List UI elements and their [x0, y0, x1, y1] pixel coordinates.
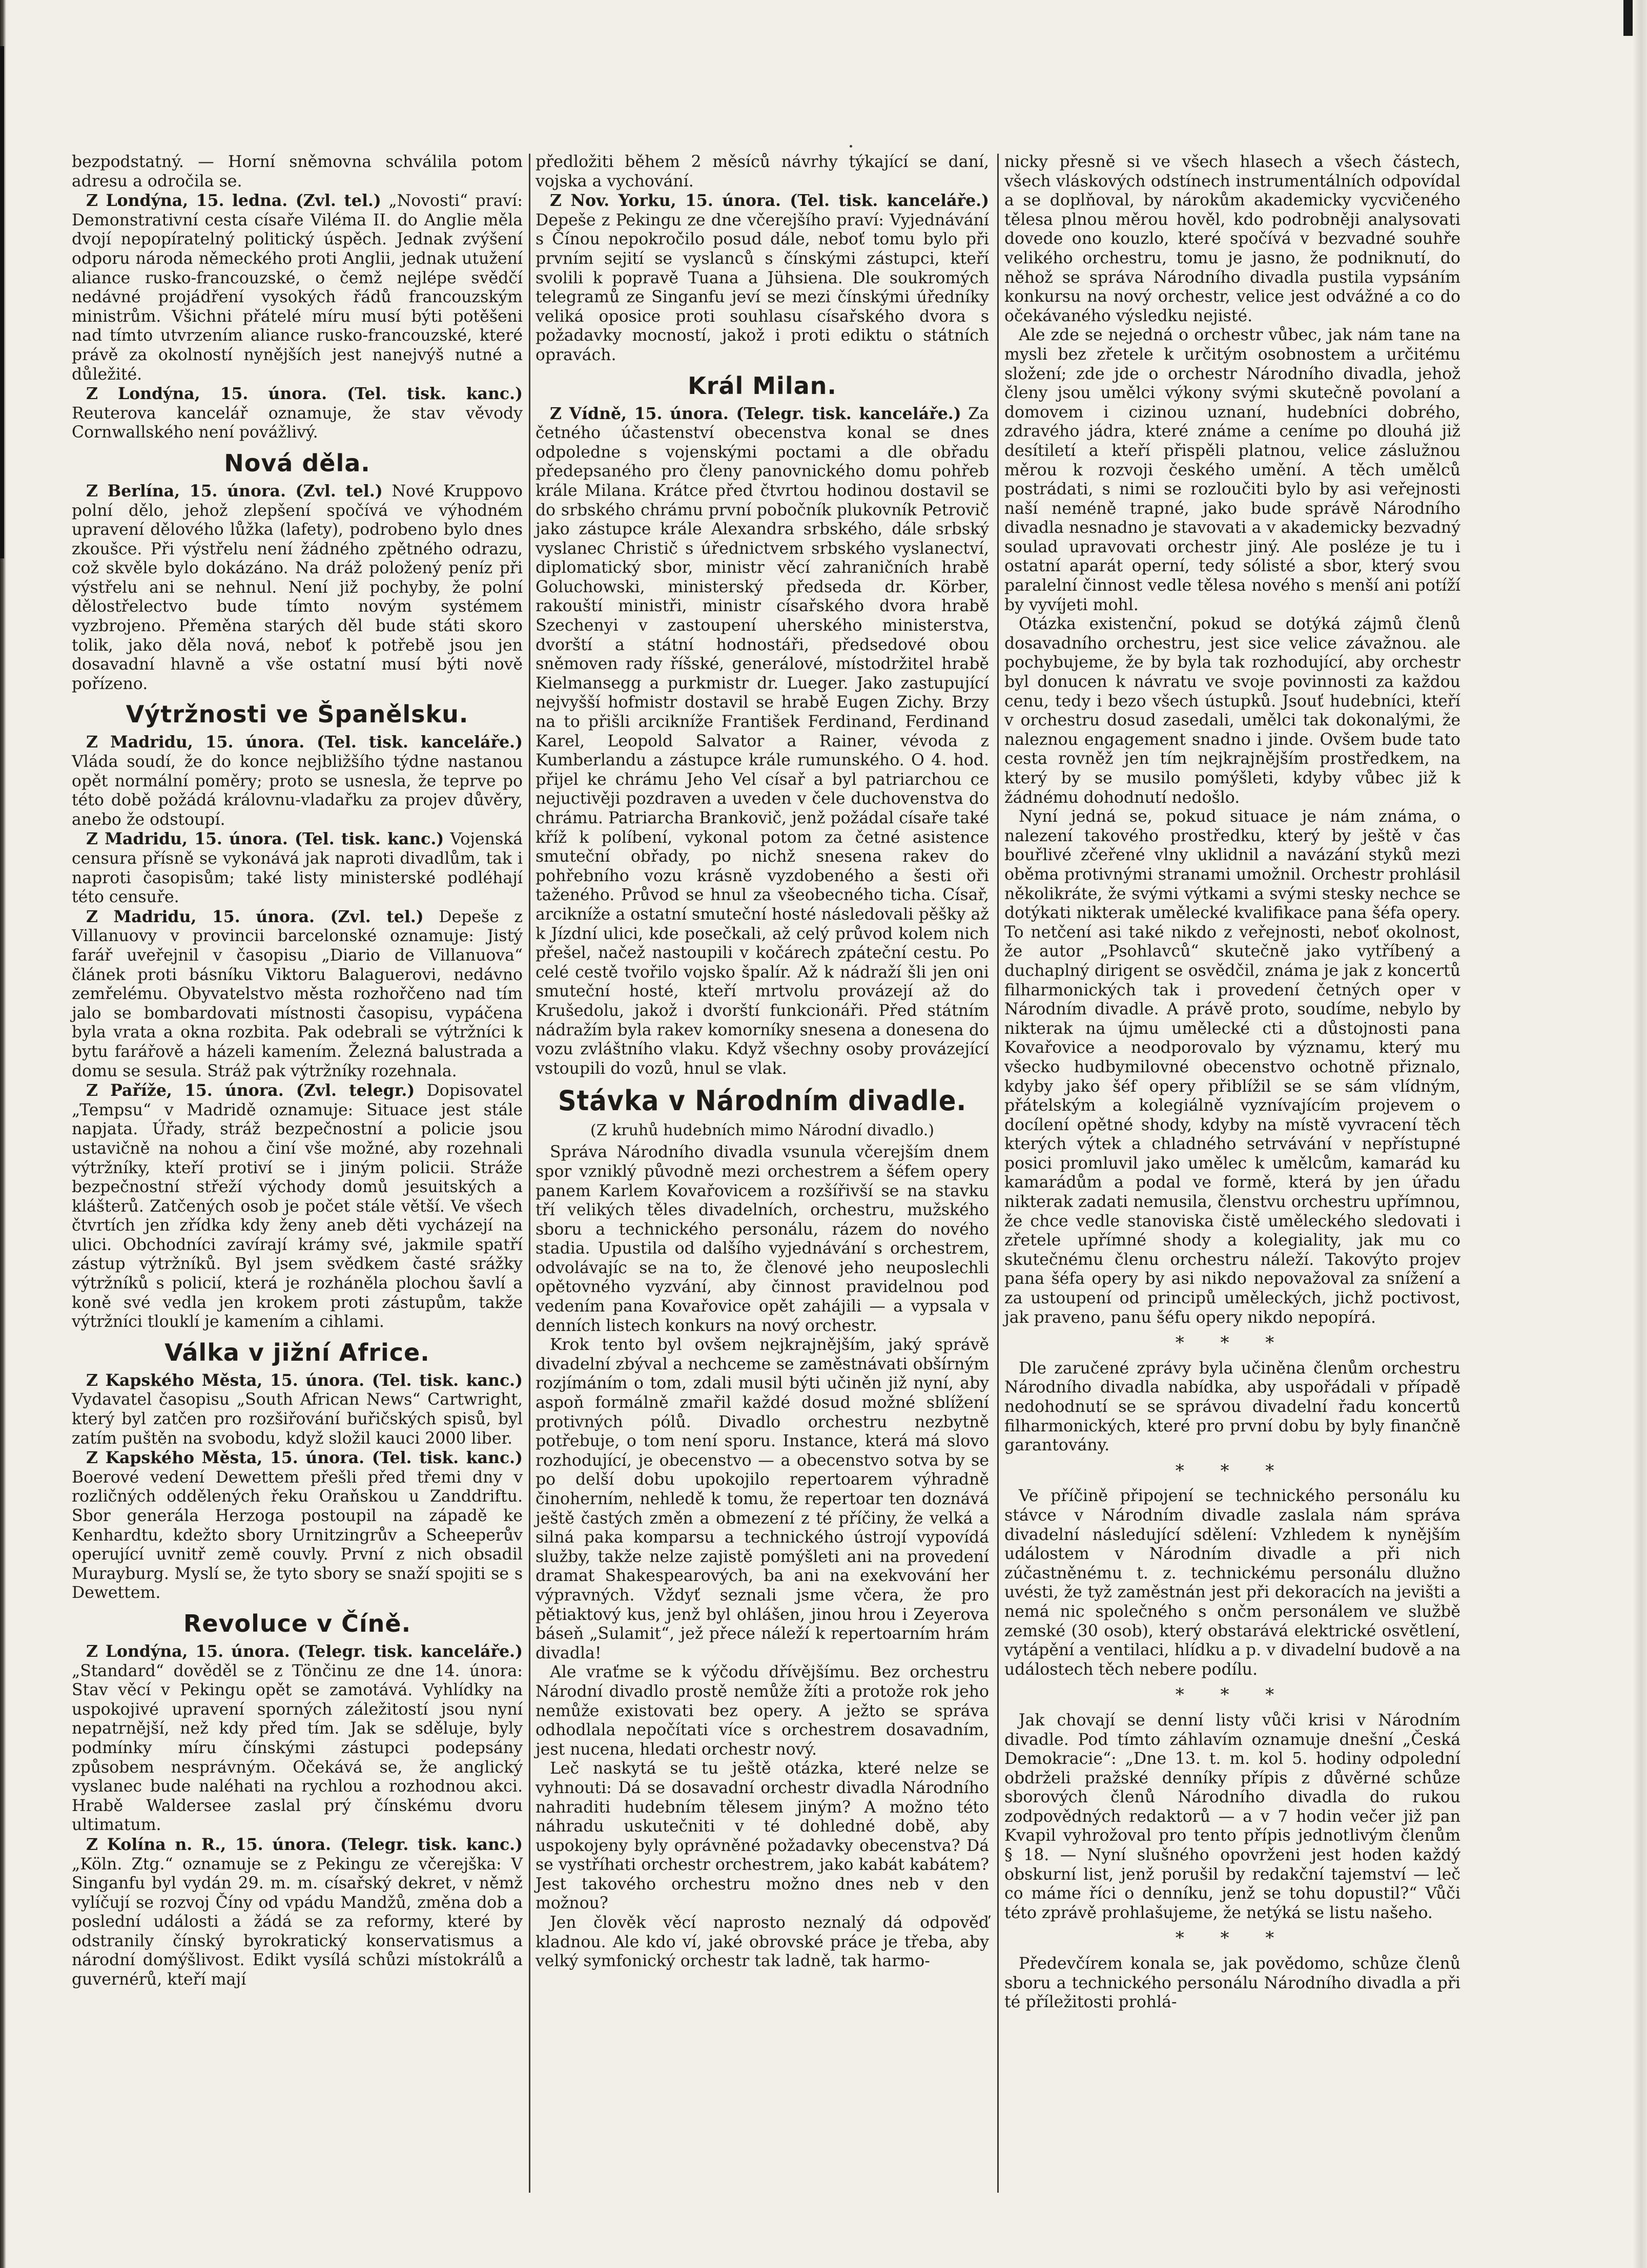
article-paragraph	[72, 1371, 523, 1448]
article-paragraph	[72, 191, 523, 384]
article-paragraph	[72, 1448, 523, 1603]
article-text: Předevčírem konala se, jak povědomo, schůze členů sboru a technického personálu Národního divadla a při té příležitosti prohlá-	[1004, 1954, 1460, 2012]
column-rule-1	[529, 154, 530, 2193]
section-heading: Válka v jižní Africe.	[164, 1338, 430, 1366]
article-text: Depeše z Villanuovy v provincii barcelonské oznamuje: Jistý farář uveřejnil v časopisu „Diario de Villanuova“ článek proti básníku Viktoru Balaguerovi, nedávno zemřelému. Obyvatelstvo města rozhořčeno nad tím jalo se bombardovati místnosti časopisu, vypáčena byla vrata a okna rozbita. Pak odebrali se výtržníci k bytu farářově a házeli kamením. Železná balustrada a domu se sesula. Stráž pak výtržníky rozehnala.	[72, 907, 523, 1080]
article-paragraph	[72, 1081, 523, 1332]
article-paragraph	[72, 907, 523, 1081]
dateline: Z Berlína, 15. února. (Zvl. tel.)	[86, 481, 383, 501]
article-text: Nyní jedná se, pokud situace je nám známa, o nalezení takového prostředku, který by ještě v čas bouřlivé zčeřené vlny uklidnil a navázání styků mezi oběma protivnými stranami umožnil. Orchestr prohlásil několikráte, že svými výtkami a svými stesky nechce se dotýkati nikterak umělecké kvalifikace pana šéfa opery. To netčení asi také nikdo z veřejnosti, neboť okolnost, že autor „Psohlavců“ skutečně jako vytříbený a duchaplný dirigent se osvědčil, známa je jak z koncertů filharmonických tak i provedení četných oper v Národním divadle. A právě proto, soudíme, nebylo by nikterak na újmu umělecké cti a důstojnosti pana Kovařovice a neodporovalo by významu, který mu všecko hudbymilovné obecenstvo ochotně přiznalo, kdyby jako šéf opery přiblížil se se sám vlídným, přátelským a kolegiálně vyznívajícím projevem o docílení opětné shody, kdyby na místě vyvracení těch kterých výtek a chladného setrvávání v nepřístupné posici promluvil jako umělec k umělcům, kamarád ku kamarádům a podal ve formě, která by jen úřadu nikterak zadati nemusila, členstvu orchestru upřímnou, že chce vedle stanoviska čistě uměleckého sledovati i zřetele upřímné shody a kolegiality, jak mu co skutečnému členu orchestru náleží. Takovýto projev pana šéfa opery by asi nikdo nepovažoval za snížení a za ustoupení od principů uměleckých, jichž poctivost, jak praveno, panu šéfu opery nikdo nepopírá.	[1004, 807, 1460, 1327]
article-text: „Köln. Ztg.“ oznamuje se z Pekingu ze včerejška: V Singanfu byl vydán 29. m. m. císařský dekret, v němž vylíčují se rozvoj Číny od vpádu Mandžů, změna dob a poslední události a žádá se za reformy, které by odstranily čínský byrokratický konservatismus a národní domýšlivost. Edikt vysílá schůzi místokrálů a guvernérů, kteří mají	[72, 1855, 523, 1989]
page-scan-edge-right	[1633, 0, 1647, 2268]
article-paragraph	[72, 1642, 523, 1835]
dateline: Z Madridu, 15. února. (Tel. tisk. kanc.)	[86, 829, 444, 849]
article-text: Boerové vedení Dewettem přešli před třemi dny v rozličných oddělených řeku Oraňskou u Zanddriftu. Sbor generála Herzoga postoupil na západě ke Kenhardtu, kdežto sbory Urnitzingrův a Scheeperův operující uvnitř země couvly. První z nich obsadil Murayburg. Myslí se, že tyto sbory se snaží spojiti se s Dewettem.	[72, 1468, 523, 1603]
page-corner-mark	[1623, 0, 1633, 36]
article-paragraph	[72, 829, 523, 907]
dateline: Z Kapského Města, 15. února. (Tel. tisk. kanc.)	[86, 1448, 523, 1468]
section-separator: * * *	[1175, 1460, 1290, 1481]
dateline: Z Londýna, 15. února. (Tel. tisk. kanc.)	[86, 384, 523, 404]
article-text: nicky přesně si ve všech hlasech a všech částech, všech vláskových odstínech instrumentálních odpovídal a se doplňoval, by nárokům akademicky vycvičeného tělesa plnou měrou hověl, kdo podrobněji analysovati dovede ono kouzlo, které spočívá v bezvadné souhře velikého orchestru, tomu je jasno, že podniknutí, do něhož se správa Národního divadla pustila vypsáním konkursu na nový orchestr, velice jest odvážné a co do očekávaného výsledku nejisté.	[1004, 153, 1460, 325]
article-text: Reuterova kancelář oznamuje, že stav věvody Cornwallského není povážlivý.	[72, 404, 523, 442]
article-text: Jak chovají se denní listy vůči krisi v Národním divadle. Pod tímto záhlavím oznamuje dnešní „Česká Demokracie“: „Dne 13. t. m. kol 5. hodiny odpolední obdrželi pražské denníky přípis z důvěrné schůze sborových členů Národního divadla do rukou zodpovědných redaktorů — a v 7 hodin večer již pan Kvapil vyhrožoval pro tento přípis jednotlivým členům § 18. — Nyní slušného opovrženi jest hoden každý obskurní list, jenž porušil by redakční tajemství — leč co máme říci o denníku, jenž se tohu dopustil?“ Vůči této zprávě prohlašujeme, že netýká se listu našeho.	[1004, 1711, 1460, 1922]
article-paragraph	[72, 733, 523, 829]
article-text: Nové Kruppovo polní dělo, jehož zlepšení spočívá ve výhodném upravení dělového lůžka (lafety), podrobeno bylo dnes zkoušce. Při výstřelu není žádného zpětného odrazu, což skvěle bylo dokázáno. Na dráž položený peníz při výstřelu ani se nehnul. Není již pochyby, že polní dělostřelectvo bude tímto novým systémem vyzbrojeno. Přeměna starých děl bude státi skoro tolik, jako děla nová, neboť k potřebě jsou jen dosavadní hlavně a vše ostatní musí býti nově pořízeno.	[72, 482, 523, 693]
article-text: Otázka existenční, pokud se dotýká zájmů členů dosavadního orchestru, jest sice velice závažnou. ale pochybujeme, že by byla tak rozhodující, aby orchestr byl donucen k návratu ve svoje povinnosti za každou cenu, tedy i bezo všech ústupků. Jsouť hudebníci, kteří v orchestru dosud zasedali, umělci tak dokonalými, že naleznou engagement snadno i jinde. Ovšem bude tato cesta rovněž jen tím nejkrajnějším prostředkem, na který by se musilo pomýšleti, kdyby vůbec již k žádnému dohodnutí nedošlo.	[1004, 615, 1460, 807]
article-text: Vojenská censura přísně se vykonává jak naproti divadlům, tak i naproti časopisům; také listy ministerské podléhají této censuře.	[72, 830, 523, 907]
article-text: bezpodstatný. — Horní sněmovna schválila potom adresu a odročila se.	[72, 153, 523, 191]
article-text: „Standard“ dověděl se z Tönčinu ze dne 14. února: Stav věcí v Pekingu opět se zamotává. Vyhlídky na uspokojivé upravení sporných záležitostí jsou nyní nepatrnější, než kdy před tím. Jak se sděluje, byly podmínky míru čínskými zástupci podepsány způsobem nesprávným. Očekává se, že anglický vyslanec bude naléhati na rychlou a rozhodnou akci. Hrabě Waldersee zaslal prý čínskému dvoru ultimatum.	[72, 1661, 523, 1835]
article-text: Dopisovatel „Tempsu“ v Madridě oznamuje: Situace jest stále napjata. Úřady, stráž bezpečnostní a policie jsou ustavičně na nohou a činí vše možné, aby rozehnali výtržníky, kteří protiví se i jiným policii. Stráže bezpečnostní střeží východy domů jesuitských a klášterů. Zatčených osob je počet stále větší. Ve všech čtvrtích jen zřídka kdy ženy aneb děti vycházejí na ulici. Obchodníci zavírají krámy své, jakmile spatří zástup výtržníků. Byl jsem svědkem časté srážky výtržníků s policií, která je rozháněla plochou šavlí a koně své vedla jen krokem proti zástupům, takže výtržníci tlouklí je kamením a cihlami.	[72, 1081, 523, 1331]
column-rule-2	[997, 154, 999, 2193]
section-heading: Nová děla.	[224, 449, 370, 477]
article-text: Jen člověk věcí naprosto neznalý dá odpověď kladnou. Ale kdo ví, jaké obrovské práce je třeba, aby velký symfonický orchestr tak ladně, tak harmo-	[536, 1913, 989, 1971]
article-text: Leč naskytá se tu ještě otázka, které nelze se vyhnouti: Dá se dosavadní orchestr divadla Národního nahraditi hudebním tělesem jiným? A možno této náhradu uskutečniti v té dohledné době, aby uspokojeny byly oprávněné požadavky obecenstva? Dá se vystříhati orchestr orchestrem, jako kabát kabátem? Jest takového orchestru možno dnes neb v den možnou?	[536, 1759, 989, 1913]
section-subheading: (Z kruhů hudebních mimo Národní divadlo.)	[590, 1121, 934, 1140]
newspaper-column-2	[536, 153, 989, 1971]
section-separator: * * *	[1175, 1928, 1290, 1949]
newspaper-column-3	[1004, 153, 1460, 2012]
newspaper-column-1	[72, 153, 523, 1990]
article-text: Ve příčině připojení se technického personálu ku stávce v Národním divadle zaslala nám správa divadelní následující sdělení: Vzhledem k nynějším událostem v Národním divadle a při nich zúčastněnému t. z. technickému personálu dlužno uvésti, že tyž zaměstnán jest při dekoracích na jevišti a nemá nic společného s ončm personálem ve službě zemské (30 osob), který obstarává elektrické osvětlení, vytápění a ventilaci, hlídku a p. v divadelní budově a na událostech těch nebere podílu.	[1004, 1487, 1460, 1679]
article-text: Vydavatel časopisu „South African News“ Cartwright, který byl zatčen pro rozšiřování buřičských spisů, byl zatím puštěn na svobodu, když složil kauci 2000 liber.	[72, 1390, 523, 1448]
article-paragraph	[536, 191, 989, 365]
dateline: Z Londýna, 15. ledna. (Zvl. tel.)	[86, 191, 381, 211]
dateline: Z Madridu, 15. února. (Tel. tisk. kanceláře.)	[86, 733, 523, 752]
section-heading: Král Milan.	[688, 371, 837, 400]
article-text: Ale zde se nejedná o orchestr vůbec, jak nám tane na mysli bez zřetele k určitým osobnostem a určitému složení; zde jde o orchestr Národního divadla, jehož členy jsou umělci výkony svými skutečně povolaní a domovem i cizinou uznaní, hudebníci dobrého, zdravého jádra, které známe a ceníme po dlouhá již desítiletí a kteří přispěli platnou, velice záslužnou měrou k rozvoji českého umění. A těch umělců postrádati, s nimi se rozloučiti bylo by asi veřejnosti naší neméně trapné, jako bude správě Národního divadla nesnadno je stavovati a v akademicky bezvadný soulad upravovati orchestr jiný. Ale posléze je tu i ostatní aparát operní, tedy sólisté a sbor, který svou paralelní činnost vedle tělesa nového s menší ani potíží by vyvíjeti mohl.	[1004, 326, 1460, 614]
article-paragraph	[72, 1835, 523, 1990]
dateline: Z Londýna, 15. února. (Telegr. tisk. kanceláře.)	[86, 1641, 523, 1661]
article-paragraph	[72, 482, 523, 694]
section-heading: Stávka v Národním divadle.	[558, 1085, 967, 1117]
article-paragraph	[536, 404, 989, 1079]
dateline: Z Kolína n. R., 15. února. (Telegr. tisk. kanc.)	[86, 1835, 523, 1854]
article-text: Správa Národního divadla vsunula včerejším dnem spor vzniklý původně mezi orchestrem a šéfem opery panem Karlem Kovařovicem a rozšířivší se na stavku tří velikých těles divadelních, orchestru, mužského sboru a technického personálu, rázem do nového stadia. Upustila od dalšího vyjednávání s orchestrem, odvolávajíc se na to, že členové jeho neuposlechli opětovného vyzvání, aby činnost pravidelnou pod vedením pana Kovařovice opět zahájili — a vypsala v denních listech konkurs na nový orchestr.	[536, 1143, 989, 1335]
dateline: Z Vídně, 15. února. (Telegr. tisk. kanceláře.)	[550, 404, 961, 423]
section-separator: * * *	[1175, 1684, 1290, 1705]
dateline: Z Madridu, 15. února. (Zvl. tel.)	[86, 907, 424, 926]
article-text: Dle zaručené zprávy byla učiněna členům orchestru Národního divadla nabídka, aby uspořádali v případě nedohodnutí se se správou divadelní řadu koncertů filharmonických, které pro první dobu by byly finančně garantovány.	[1004, 1359, 1460, 1455]
dateline: Z Nov. Yorku, 15. února. (Tel. tisk. kanceláře.)	[550, 191, 989, 211]
page-scan-shadow	[0, 46, 4, 558]
dateline: Z Kapského Města, 15. února. (Tel. tisk. kanc.)	[86, 1370, 523, 1390]
article-text: „Novosti“ praví: Demonstrativní cesta císaře Viléma II. do Anglie měla dvojí nepopíratelný politický úspěch. Jednak zvýšení odporu národa německého proti Anglii, jednak utužení aliance rusko-francouzské, o čemž nejlépe svědčí nedávné projádření vysokých řádů francouzským ministrům. Všichni přátelé míru musí býti potěšeni nad tímto utvrzením aliance rusko-francouzské, které právě za okolností nynějších jest nanejvýš nutné a důležité.	[72, 192, 523, 384]
article-text: Vláda soudí, že do konce nejbližšího týdne nastanou opět normální poměry; proto se usnesla, že teprve po této době požádá královnu-vladařku za projev důvěry, anebo že odstoupí.	[72, 753, 523, 829]
article-text: Ale vraťme se k výčodu dřívějšímu. Bez orchestru Národní divadlo prostě nemůže žíti a protože rok jeho nemůže existovati bez opery. A ježto se správa odhodlala nepočítati více s orchestrem dosavadním, jest nucena, hledati orchestr nový.	[536, 1663, 989, 1759]
article-text: Za četného účastenství obecenstva konal se dnes odpoledne s vojenskými poctami a dle obřadu předepsaného pro členy panovnického domu pohřeb krále Milana. Krátce před čtvrtou hodinou dostavil se do srbského chrámu první pobočník plukovník Petrovič jako zástupce krále Alexandra srbského, dále srbský vyslanec Christič s úřednictvem srbského vyslanectví, diplomatický sbor, ministr věcí zahraničních hrabě Goluchowski, ministerský předseda dr. Körber, rakouští ministři, ministr císařského dvora hrabě Szechenyi v zastoupení uherského ministerstva, dvorští a státní hodnostáři, předsedové obou sněmoven rady říšské, generálové, místodržitel hrabě Kielmansegg a purkmistr dr. Lueger. Jako zastupující nejvyšší hofmistr dostavil se hrabě Eugen Zichy. Brzy na to přišli arcikníže František Ferdinand, Ferdinand Karel, Leopold Salvator a Rainer, vévoda z Kumberlandu a zástupce krále rumunského. O 4. hod. přijel ke chrámu Jeho Vel císař a byl patriarchou ce nejuctivěji pozdraven a uveden v čele duchovenstva do chrámu. Patriarcha Brankovič, jenž požádal císaře také kříž k políbení, vykonal potom za četné asistence smuteční obřady, po nichž snesena rakev do pohřebního vozu krásně vyzdobeného a šesti oři taženého. Průvod se hnul za všeobecného ticha. Císař, arcikníže a ostatní smuteční hosté následovali pěšky až k Jízdní ulici, kde posečkali, až celý průvod kolem nich přešel, načež nastoupili v kočárech zpáteční cestu. Po celé cestě tvořilo vojsko špalír. Až k nádraží šli jen oni smuteční hosté, kteří mrtvolu provázejí až do Krušedolu, jakož i dvorští funkcionáři. Před státním nádražím byla rakev komorníky snesena a donesena do vozu zvláštního vlaku. Když všechny osoby provázející vstoupili do vozů, hnul se vlak.	[536, 404, 989, 1078]
section-separator: * * *	[1175, 1333, 1290, 1354]
article-paragraph	[72, 384, 523, 443]
article-text: Krok tento byl ovšem nejkrajnějším, jaký správě divadelní zbýval a nechceme se zaměstnávati obšírným rozjímáním o tom, zdali musil býti učiněn již nyní, aby aspoň formálně zmařil každé dosud možné sblížení protivných pólů. Divadlo orchestru nezbytně potřebuje, o tom není sporu. Instance, která má slovo rozhodující, je obecenstvo — a obecenstvo sotva by se po delší dobu upokojilo repertoarem výhradně činoherním, nehledě k tomu, že repertoar ten doznává ještě častých změn a obmezení z té příčiny, že velká a silná paka komparsu a technického ústrojí vypovídá služby, takže nelze zajistě pomýšleti ani na provedení dramat Shakespearových, ba ani na exekvování her výpravných. Vždyť seznali jsme včera, že pro pětiaktový kus, jenž byl ohlášen, jinou hrou i Zeyerova báseň „Sulamit“, jež přece náleží k repertoarním hrám divadla!	[536, 1336, 989, 1662]
article-text: Depeše z Pekingu ze dne včerejšího praví: Vyjednávání s Čínou nepokročilo posud dále, neboť tomu bylo při prvním sejití se vyslanců s čínskými zástupci, kteří svolili k popravě Tuana a Jühsiena. Dle soukromých telegramů ze Singanfu jeví se mezi čínskými úředníky veliká oposice proti souhlasu císařského dvora s požadavky mocností, jakož i proti ediktu o státních opravách.	[536, 211, 989, 364]
dateline: Z Paříže, 15. února. (Zvl. telegr.)	[86, 1081, 415, 1100]
section-heading: Revoluce v Číně.	[183, 1609, 411, 1637]
print-dot	[850, 145, 852, 148]
section-heading: Výtržnosti ve Španělsku.	[126, 700, 469, 729]
article-text: předložiti během 2 měsíců návrhy týkající se daní, vojska a vychování.	[536, 153, 989, 191]
